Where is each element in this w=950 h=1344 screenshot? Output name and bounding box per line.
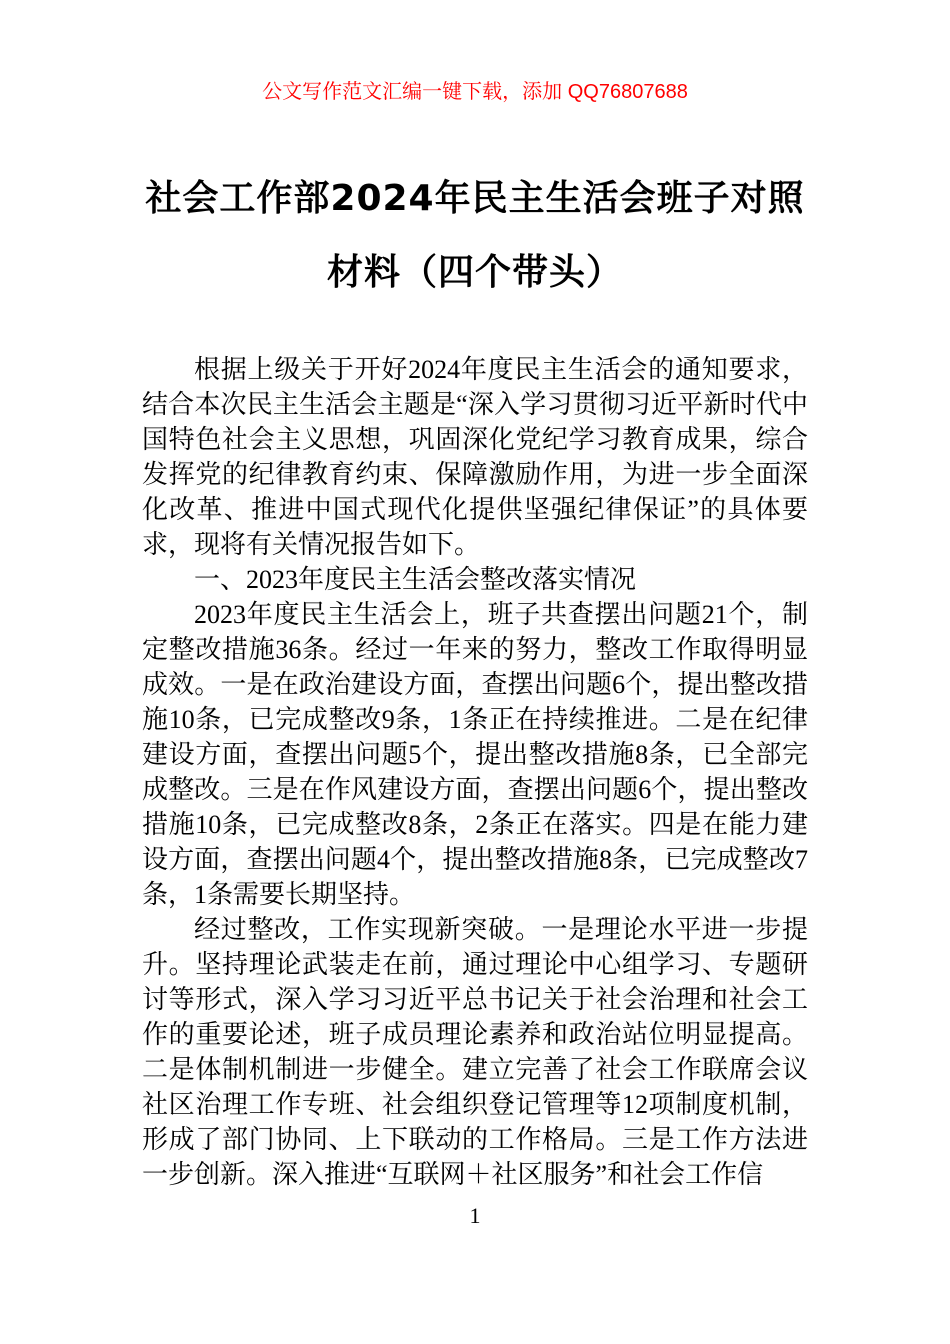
header-notice: 公文写作范文汇编一键下载，添加 QQ76807688 — [262, 81, 688, 103]
page-number: 1 — [469, 1203, 481, 1228]
paragraph-rectification-status: 2023年度民主生活会上，班子共查摆出问题21个，制定整改措施36条。经过一年来的努力，整改工作取得明显成效。一是在政治建设方面，查摆出问题6个，提出整改措施10条，已完成整改9条，1条正在持续推进。二是在纪律建设方面，查摆出问题5个，提出整改措施8条，已全部完成整改。三是在作风建设方面，查摆出问题6个，提出整改措施10条，已完成整改8条，2条正在落实。四是在能力建设方面，查摆出问题4个，提出整改措施8条，已完成整改7条，1条需要长期坚持。 — [142, 600, 808, 909]
document-body — [142, 352, 808, 1192]
paragraph-intro: 根据上级关于开好2024年度民主生活会的通知要求，结合本次民主生活会主题是“深入学习贯彻习近平新时代中国特色社会主义思想，巩固深化党纪学习教育成果，综合发挥党的纪律教育约束、保障激励作用，为进一步全面深化改革、推进中国式现代化提供坚强纪律保证”的具体要求，现将有关情况报告如下。 — [142, 355, 808, 559]
document-title: 社会工作部2024年民主生活会班子对照材料（四个带头） — [145, 178, 805, 293]
section-heading: 一、2023年度民主生活会整改落实情况 — [194, 565, 637, 594]
paragraph-rectification-results: 经过整改，工作实现新突破。一是理论水平进一步提升。坚持理论武装走在前，通过理论中心组学习、专题研讨等形式，深入学习习近平总书记关于社会治理和社会工作的重要论述，班子成员理论素养和政治站位明显提高。二是体制机制进一步健全。建立完善了社会工作联席会议社区治理工作专班、社会组织登记管理等12项制度机制，形成了部门协同、上下联动的工作格局。三是工作方法进一步创新。深入推进“互联网＋社区服务”和社会工作信 — [142, 915, 808, 1189]
